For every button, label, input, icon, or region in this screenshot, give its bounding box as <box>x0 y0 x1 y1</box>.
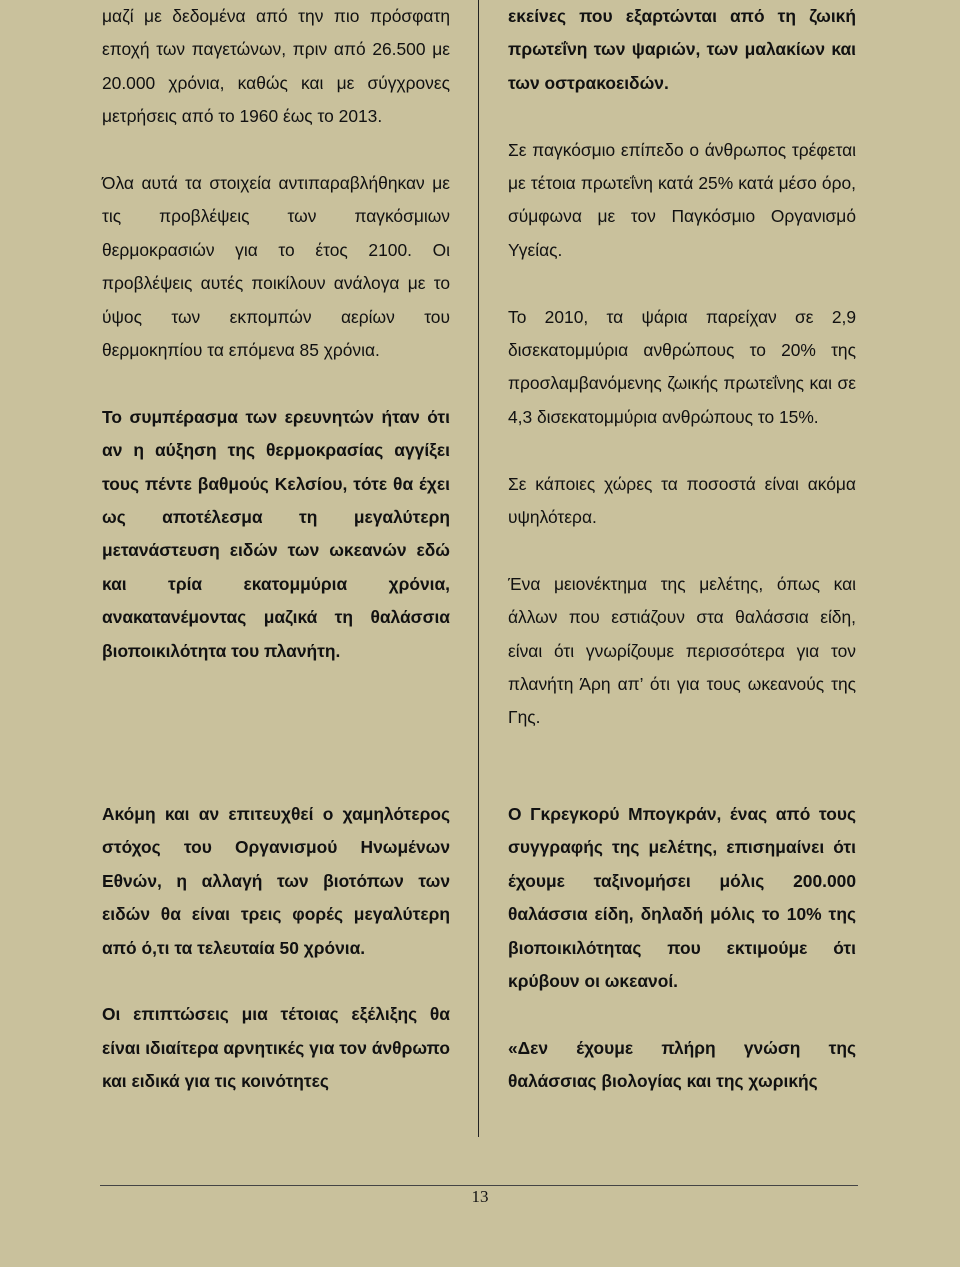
footer-rule <box>100 1185 858 1186</box>
paragraph: μαζί με δεδομένα από την πιο πρόσφατη εποχή των παγετώνων, πριν από 26.500 με 20.000 χρόνια, καθώς και με σύγχρονες μετρήσεις από το 1960 έως το 2013. <box>102 6 450 127</box>
paragraph: Σε παγκόσμιο επίπεδο ο άνθρωπος τρέφεται με τέτοια πρωτεΐνη κατά 25% κατά μέσο όρο, σύμφωνα με τον Παγκόσμιο Οργανισμό Υγείας. <box>508 139 856 260</box>
page-number: 13 <box>471 1187 489 1206</box>
paragraph: Το 2010, τα ψάρια παρείχαν σε 2,9 δισεκατομμύρια ανθρώπους το 20% της προσλαμβανόμενης ζωικής πρωτεΐνης και σε 4,3 δισεκατομμύρια ανθρώπους το 15%. <box>508 306 856 427</box>
paragraph-bold: Οι επιπτώσεις μια τέτοιας εξέλιξης θα είναι ιδιαίτερα αρνητικές για τον άνθρωπο και ειδικά για τις κοινότητες <box>102 1004 450 1092</box>
paragraph-bold: Το συμπέρασμα των ερευνητών ήταν ότι αν η αύξηση της θερμοκρασίας αγγίξει τους πέντε βαθμούς Κελσίου, τότε θα έχει ως αποτέλεσμα τη μεγαλύτερη μετανάστευση ειδών των ωκεανών εδώ και τρία εκατομμύρια χρόνια, ανακατανέμοντας μαζικά τη θαλάσσια βιοποικιλότητα του πλανήτη. <box>102 406 450 661</box>
right-column <box>508 0 856 768</box>
left-column <box>102 0 450 701</box>
paragraph-bold: εκείνες που εξαρτώνται από τη ζωική πρωτεΐνη των ψαριών, των μαλακίων και των οστρακοειδών. <box>508 6 856 93</box>
paragraph: Όλα αυτά τα στοιχεία αντιπαραβλήθηκαν με τις προβλέψεις των παγκόσμιων θερμοκρασιών για το έτος 2100. Οι προβλέψεις αυτές ποικίλουν ανάλογα με το ύψος των εκπομπών αερίων του θερμοκηπίου τα επόμενα 85 χρόνια. <box>102 173 450 361</box>
paragraph-bold: «Δεν έχουμε πλήρη γνώση της θαλάσσιας βιολογίας και της χωρικής <box>508 1037 856 1092</box>
paragraph: Σε κάποιες χώρες τα ποσοστά είναι ακόμα υψηλότερα. <box>508 473 856 528</box>
paragraph-bold: Ακόμη και αν επιτευχθεί ο χαμηλότερος στόχος του Οργανισμού Ηνωμένων Εθνών, η αλλαγή των βιοτόπων των ειδών θα είναι τρεις φορές μεγαλύτερη από ό,τι τα τελευταία 50 χρόνια. <box>102 804 450 958</box>
paragraph-bold: Ο Γκρεγκορύ Μπογκράν, ένας από τους συγγραφής της μελέτης, επισημαίνει ότι έχουμε ταξινομήσει μόλις 200.000 θαλάσσια είδη, δηλαδή μόλις το 10% της βιοποικιλότητας που εκτιμούμε ότι κρύβουν οι ωκεανοί. <box>508 804 856 992</box>
right-column-bottom <box>508 798 856 1132</box>
left-column-bottom <box>102 798 450 1132</box>
paragraph: Ένα μειονέκτημα της μελέτης, όπως και άλλων που εστιάζουν στα θαλάσσια είδη, είναι ότι γνωρίζουμε περισσότερα για τον πλανήτη Άρη απ’ ότι για τους ωκεανούς της Γης. <box>508 573 856 728</box>
column-divider <box>478 0 479 1137</box>
